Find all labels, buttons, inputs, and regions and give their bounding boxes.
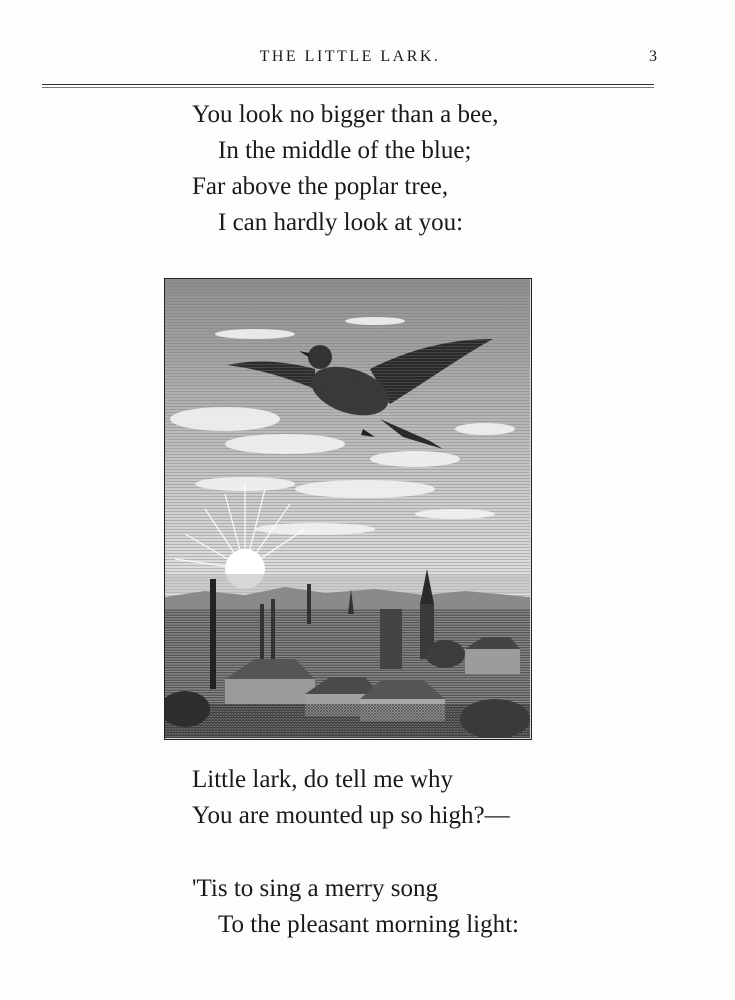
verse-line: In the middle of the blue; (218, 137, 472, 164)
page-header (0, 48, 735, 72)
verse-line: Far above the poplar tree, (192, 173, 449, 200)
verse-line: I can hardly look at you: (218, 209, 464, 236)
verse-line: You are mounted up so high?— (192, 802, 510, 829)
town (165, 569, 530, 738)
header-rule (42, 84, 654, 85)
running-title: THE LITTLE LARK. (259, 48, 441, 65)
lark-illustration (164, 278, 532, 740)
verse-line: 'Tis to sing a merry song (192, 875, 438, 902)
page-number: 3 (649, 48, 657, 65)
verse-line: You look no bigger than a bee, (192, 101, 499, 128)
engraving-image (165, 279, 530, 738)
verse-line: Little lark, do tell me why (192, 766, 454, 793)
verse-line: To the pleasant morning light: (218, 911, 519, 938)
